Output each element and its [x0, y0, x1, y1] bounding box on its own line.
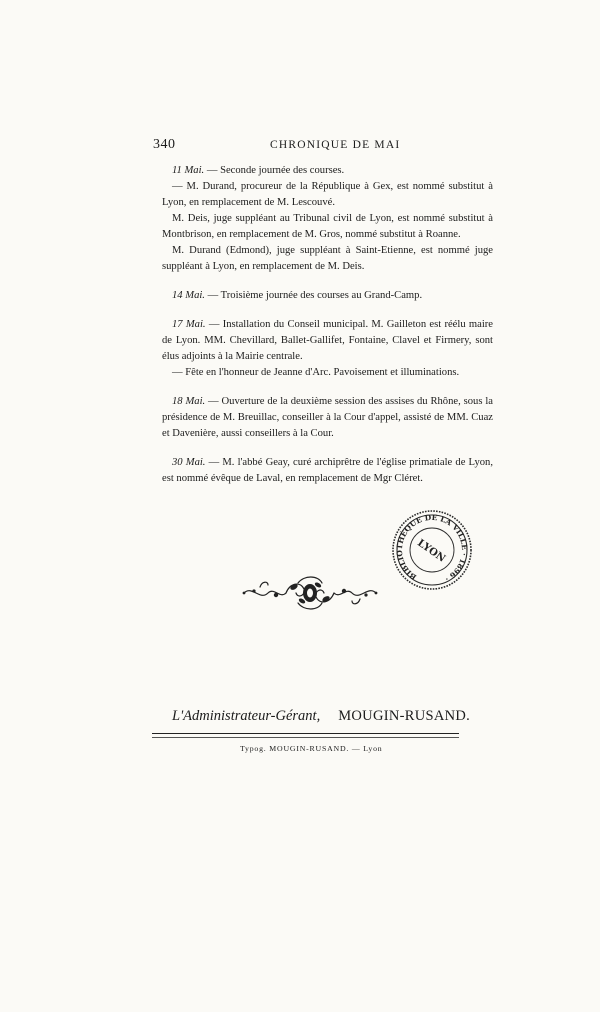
entry-text: — Installation du Conseil municipal. M. Gailleton est réélu maire de Lyon. MM. Chevillard, Ballet-Gallifet, Fontaine, Clavel et Firmery, sont élus adjoints à la Mairie centrale. [162, 319, 493, 362]
paragraph [162, 455, 493, 487]
administrator-signature-line [172, 708, 470, 725]
footer-rule-thick [152, 733, 459, 734]
entry-date: 18 Mai. [172, 396, 206, 407]
entry-date: 30 Mai. [172, 457, 206, 468]
administrator-role: L'Administrateur-Gérant, [172, 708, 321, 724]
administrator-name: MOUGIN-RUSAND. [338, 708, 471, 724]
floral-ornament-icon [240, 573, 380, 613]
printer-imprint: Typog. MOUGIN-RUSAND. — Lyon [240, 744, 383, 753]
library-stamp [390, 508, 474, 592]
paragraph [162, 317, 493, 365]
entry-text: — Ouverture de la deuxième session des assises du Rhône, sous la présidence de M. Breuillac, conseiller à la Cour d'appel, assisté de MM. Cuaz et Davenière, aussi conseillers à la Cour. [162, 396, 493, 439]
paragraph [162, 394, 493, 442]
paragraph [162, 211, 493, 243]
entry-date: 17 Mai. [172, 319, 206, 330]
stamp-outer-text: BIBLIOTHÈQUE DE LA VILLE · 1896 · [394, 512, 470, 584]
entry-text: M. Durand (Edmond), juge suppléant à Saint-Etienne, est nommé juge suppléant à Lyon, en remplacement de M. Deis. [162, 245, 493, 272]
paragraph [162, 179, 493, 211]
chronicle-text [162, 163, 493, 500]
running-title: CHRONIQUE DE MAI [270, 139, 401, 151]
entry-text: — M. Durand, procureur de la République à Gex, est nommé substitut à Lyon, en remplacement de M. Lescouvé. [162, 181, 493, 208]
entry-17-mai [162, 317, 493, 381]
paragraph [162, 163, 493, 179]
page-number: 340 [153, 137, 176, 152]
entry-text: — Troisième journée des courses au Grand-Camp. [204, 290, 423, 301]
entry-text: M. Deis, juge suppléant au Tribunal civil de Lyon, est nommé substitut à Montbrison, en remplacement de M. Gros, nommé substitut à Roanne. [162, 213, 493, 240]
paragraph [162, 288, 493, 304]
entry-date: 11 Mai. [172, 165, 205, 176]
entry-14-mai [162, 288, 493, 304]
entry-30-mai [162, 455, 493, 487]
entry-text: — Seconde journée des courses. [204, 165, 345, 176]
footer-rule-thin [152, 737, 459, 738]
paragraph [162, 365, 493, 381]
entry-date: 14 Mai. [172, 290, 205, 301]
stamp-center-text: LYON [415, 537, 448, 565]
entry-text: — M. l'abbé Geay, curé archiprêtre de l'église primatiale de Lyon, est nommé évêque de Laval, en remplacement de Mgr Cléret. [162, 457, 493, 484]
paragraph [162, 243, 493, 275]
entry-11-mai [162, 163, 493, 275]
entry-18-mai [162, 394, 493, 442]
entry-text: — Fête en l'honneur de Jeanne d'Arc. Pavoisement et illuminations. [172, 367, 460, 378]
